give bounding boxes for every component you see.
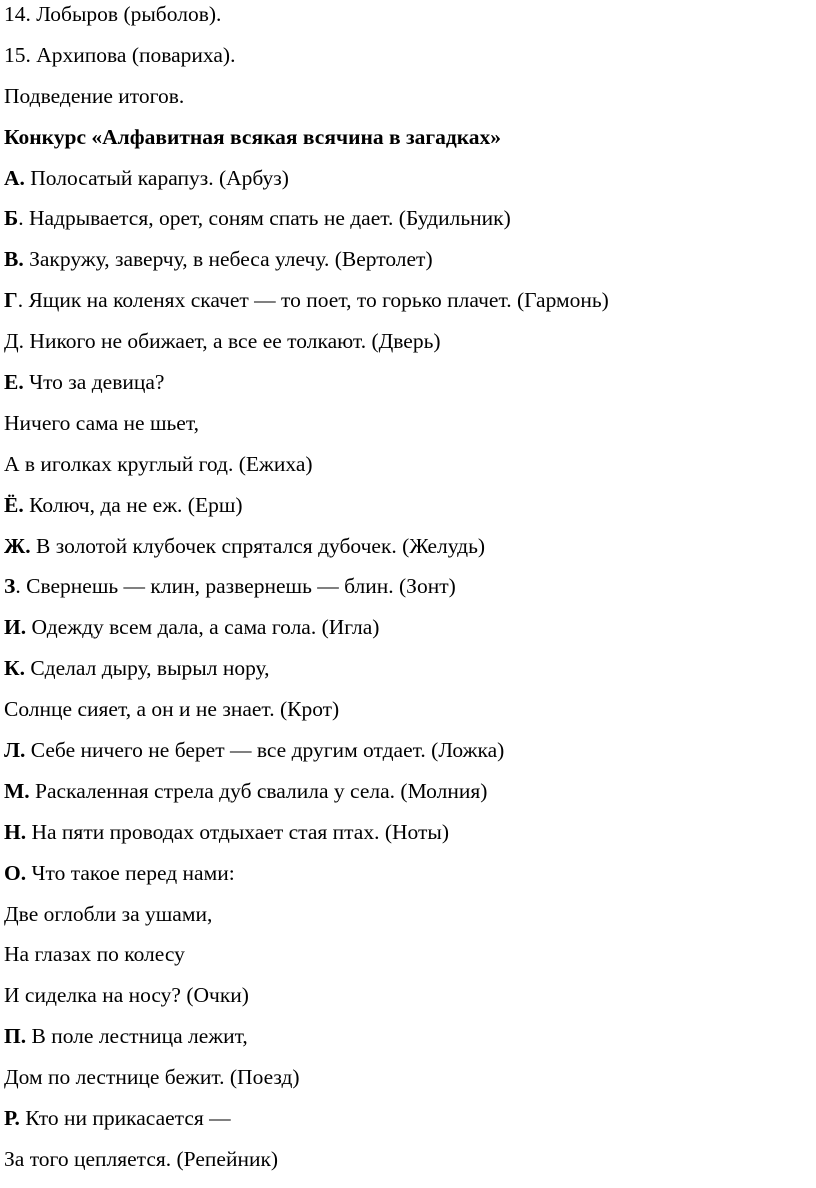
riddle-line	[4, 158, 812, 199]
list-item-14	[4, 0, 812, 35]
riddle-line	[4, 648, 812, 689]
line-text: Подведение итогов.	[4, 83, 185, 108]
riddle-text: Д. Никого не обижает, а все ее толкают. (Дверь)	[4, 329, 441, 354]
riddle-line	[4, 975, 812, 1016]
riddle-line	[4, 730, 812, 771]
riddle-line	[4, 812, 812, 853]
riddle-letter: А.	[4, 165, 25, 190]
riddle-line	[4, 607, 812, 648]
riddle-line	[4, 403, 812, 444]
list-item-15	[4, 35, 812, 76]
riddle-text: За того цепляется. (Репейник)	[4, 1146, 279, 1171]
riddle-text: Дом по лестнице бежит. (Поезд)	[4, 1065, 300, 1090]
riddle-text: И сиделка на носу? (Очки)	[4, 983, 249, 1008]
riddle-letter: Р.	[4, 1106, 20, 1131]
riddle-text: Колюч, да не еж. (Ерш)	[23, 492, 243, 517]
riddle-line	[4, 198, 812, 239]
contest-heading	[4, 117, 812, 158]
riddle-line	[4, 321, 812, 362]
riddle-line	[4, 362, 812, 403]
riddle-text: Раскаленная стрела дуб свалила у села. (Молния)	[29, 778, 488, 803]
riddle-letter: Е.	[4, 370, 24, 395]
riddle-text: Себе ничего не берет — все другим отдает. (Ложка)	[25, 738, 505, 763]
riddle-line	[4, 1139, 812, 1180]
riddle-text: В золотой клубочек спрятался дубочек. (Желудь)	[30, 533, 486, 558]
riddle-line	[4, 771, 812, 812]
riddle-letter: М.	[4, 778, 30, 803]
riddle-letter: И.	[4, 615, 27, 640]
document-page	[4, 0, 812, 1180]
riddle-text: Полосатый карапуз. (Арбуз)	[24, 165, 289, 190]
riddle-line	[4, 689, 812, 730]
riddle-line	[4, 485, 812, 526]
riddle-line	[4, 280, 812, 321]
riddle-line	[4, 526, 812, 567]
riddle-text: А в иголках круглый год. (Ежиха)	[4, 451, 313, 476]
riddle-line	[4, 894, 812, 935]
riddle-letter: Л.	[4, 738, 26, 763]
riddle-text: . Свернешь — клин, развернешь — блин. (Зонт)	[15, 574, 456, 599]
riddle-letter: З	[4, 574, 16, 599]
heading-text: Конкурс «Алфавитная всякая всячина в загадках»	[4, 124, 502, 149]
riddle-text: Одежду всем дала, а сама гола. (Игла)	[26, 615, 380, 640]
riddle-line	[4, 566, 812, 607]
riddle-text: Солнце сияет, а он и не знает. (Крот)	[4, 697, 340, 722]
riddle-letter: Ж.	[4, 533, 31, 558]
riddle-line	[4, 239, 812, 280]
line-text: 14. Лобыров (рыболов).	[4, 2, 222, 26]
riddle-text: . Надрывается, орет, соням спать не дает. (Будильник)	[18, 206, 511, 231]
riddle-text: Кто ни прикасается —	[19, 1106, 231, 1131]
riddle-text: Что за девица?	[23, 370, 165, 395]
riddle-letter: Г	[4, 288, 18, 313]
riddle-text: Что такое перед нами:	[26, 860, 235, 885]
riddle-letter: В.	[4, 247, 24, 272]
riddle-letter: Б	[4, 206, 19, 231]
riddle-letter: Н.	[4, 819, 27, 844]
riddle-text: На глазах по колесу	[4, 942, 185, 967]
riddle-line	[4, 934, 812, 975]
riddle-text: В поле лестница лежит,	[26, 1024, 248, 1049]
riddle-line	[4, 853, 812, 894]
riddle-line	[4, 444, 812, 485]
riddle-line	[4, 1057, 812, 1098]
riddle-letter: О.	[4, 860, 27, 885]
riddle-text: Ничего сама не шьет,	[4, 410, 200, 435]
riddle-letter: Ё.	[4, 492, 24, 517]
riddle-text: Закружу, заверчу, в небеса улечу. (Вертолет)	[23, 247, 433, 272]
riddle-text: Две оглобли за ушами,	[4, 901, 213, 926]
riddle-line	[4, 1016, 812, 1057]
riddle-text: Сделал дыру, вырыл нору,	[24, 656, 270, 681]
riddle-letter: П.	[4, 1024, 27, 1049]
line-text: 15. Архипова (повариха).	[4, 42, 236, 67]
riddle-line	[4, 1098, 812, 1139]
riddle-letter: К.	[4, 656, 25, 681]
summary-line	[4, 76, 812, 117]
riddle-text: На пяти проводах отдыхает стая птах. (Ноты)	[26, 819, 450, 844]
riddle-text: . Ящик на коленях скачет — то поет, то горько плачет. (Гармонь)	[17, 288, 609, 313]
